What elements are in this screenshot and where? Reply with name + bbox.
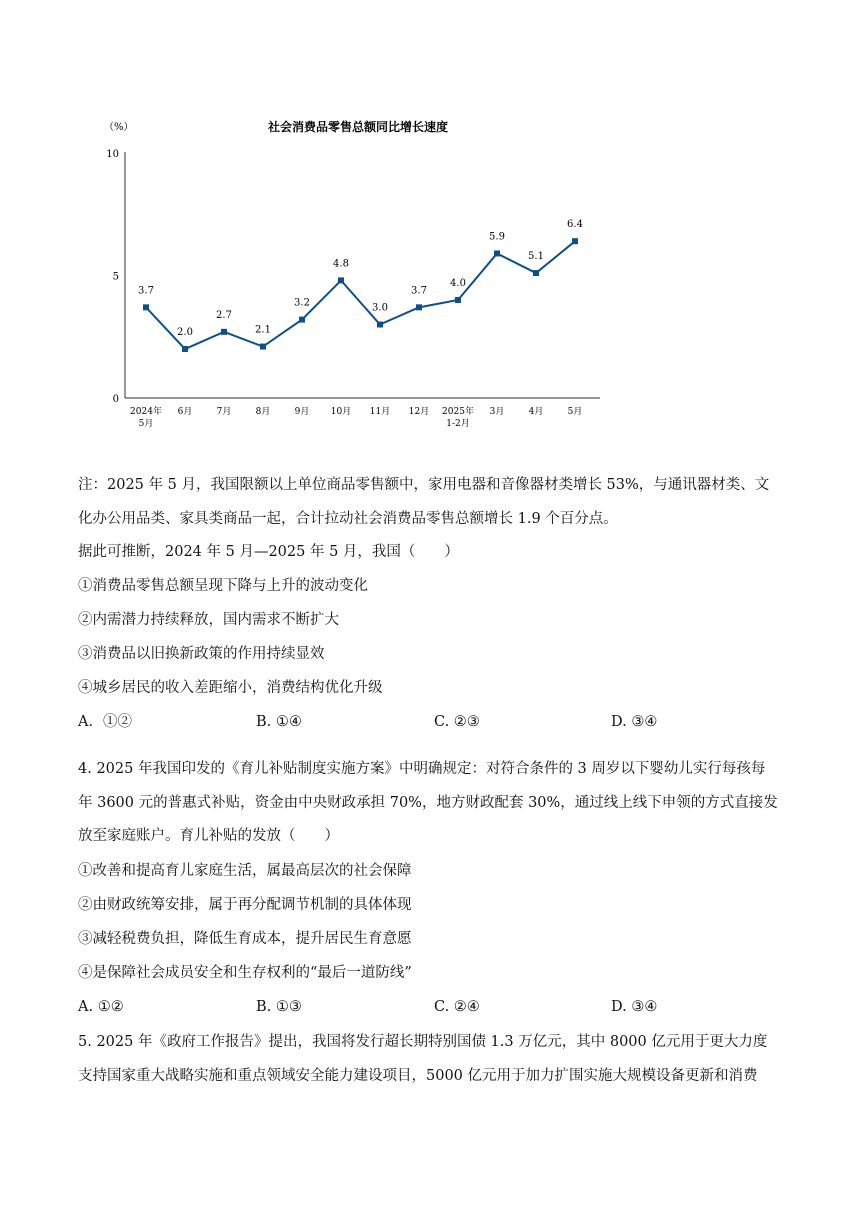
x-tick-label: 1-2月	[446, 419, 470, 429]
data-point	[260, 344, 266, 350]
chart-unit-label: （%）	[104, 122, 134, 133]
chart-title: 社会消费品零售总额同比增长速度	[267, 120, 449, 134]
x-tick-label: 6月	[177, 407, 193, 417]
data-point	[143, 304, 149, 310]
x-tick-label: 11月	[369, 407, 391, 417]
data-point	[572, 238, 578, 244]
data-point	[494, 250, 500, 256]
q4-statement-3: ③减轻税费负担，降低生育成本，提升居民生育意愿	[78, 931, 412, 947]
q3-option-c[interactable]: C. ②③	[434, 714, 480, 730]
data-point	[338, 277, 344, 283]
x-tick-label: 5月	[138, 419, 154, 429]
q4-stem-line-1: 4. 2025 年我国印发的《育儿补贴制度实施方案》中明确规定：对符合条件的 3 周岁以下婴幼儿实行每孩每	[78, 761, 766, 777]
x-tick-label: 2024年	[130, 407, 162, 417]
y-tick-label: 0	[112, 394, 119, 405]
data-point	[455, 297, 461, 303]
x-tick-label: 7月	[216, 407, 232, 417]
x-tick-label: 10月	[330, 407, 352, 417]
data-label: 6.4	[567, 219, 583, 231]
x-tick-label: 12月	[408, 407, 430, 417]
q3-note-line-1: 注：2025 年 5 月，我国限额以上单位商品零售额中，家用电器和音像器材类增长 53%，与通讯器材类、文	[78, 477, 770, 493]
q4-option-c[interactable]: C. ②④	[434, 999, 480, 1015]
data-label: 4.8	[333, 258, 349, 270]
data-label: 5.9	[489, 231, 505, 243]
q4-statement-1: ①改善和提高育儿家庭生活，属最高层次的社会保障	[78, 863, 412, 879]
q3-statement-2: ②内需潜力持续释放，国内需求不断扩大	[78, 612, 339, 628]
data-point	[299, 317, 305, 323]
data-point	[221, 329, 227, 335]
data-label: 2.7	[216, 309, 232, 321]
data-point	[416, 304, 422, 310]
q3-option-d[interactable]: D. ③④	[611, 714, 658, 730]
data-label: 2.0	[177, 327, 193, 338]
data-point	[533, 270, 539, 276]
growth-line-chart	[90, 110, 610, 440]
y-tick-label: 5	[112, 271, 119, 283]
q3-statement-3: ③消费品以旧换新政策的作用持续显效	[78, 646, 325, 662]
q3-option-b[interactable]: B. ①④	[256, 714, 302, 730]
q5-stem-line-2: 支持国家重大战略实施和重点领域安全能力建设项目，5000 亿元用于加力扩围实施大规模设备更新和消费	[78, 1068, 758, 1084]
q4-statement-4: ④是保障社会成员安全和生存权利的“最后一道防线”	[78, 965, 412, 981]
q4-option-d[interactable]: D. ③④	[611, 999, 658, 1015]
q3-statement-4: ④城乡居民的收入差距缩小，消费结构优化升级	[78, 680, 383, 696]
y-tick-label: 10	[106, 149, 119, 160]
q3-stem: 据此可推断，2024 年 5 月—2025 年 5 月，我国（ ）	[78, 544, 459, 560]
q3-statement-1: ①消费品零售总额呈现下降与上升的波动变化	[78, 578, 368, 594]
q3-option-a[interactable]: A．①②	[78, 714, 132, 730]
data-label: 2.1	[255, 324, 271, 336]
x-tick-label: 8月	[255, 407, 271, 417]
data-label: 4.0	[450, 278, 466, 289]
q4-stem-line-2: 年 3600 元的普惠式补贴，资金由中央财政承担 70%，地方财政配套 30%，通过线上线下申领的方式直接发	[78, 795, 778, 811]
q4-statement-2: ②由财政统筹安排，属于再分配调节机制的具体体现	[78, 897, 412, 913]
q4-option-a[interactable]: A. ①②	[78, 999, 124, 1015]
x-tick-label: 4月	[528, 407, 544, 417]
x-tick-label: 9月	[294, 407, 310, 417]
x-tick-label: 3月	[489, 407, 505, 417]
q3-note-line-2: 化办公用品类、家具类商品一起，合计拉动社会消费品零售总额增长 1.9 个百分点。	[78, 511, 618, 527]
data-label: 3.7	[138, 285, 154, 297]
q4-stem-line-3: 放至家庭账户。育儿补贴的发放（ ）	[78, 828, 339, 844]
q5-stem-line-1: 5. 2025 年《政府工作报告》提出，我国将发行超长期特别国债 1.3 万亿元，其中 8000 亿元用于更大力度	[78, 1034, 768, 1050]
q4-option-b[interactable]: B. ①③	[256, 999, 302, 1015]
data-point	[377, 322, 383, 328]
data-label: 5.1	[528, 251, 544, 263]
x-tick-label: 2025年	[442, 407, 474, 417]
x-tick-label: 5月	[567, 407, 583, 417]
data-label: 3.2	[294, 297, 310, 309]
series-line	[146, 241, 575, 349]
data-point	[182, 346, 188, 352]
data-label: 3.7	[411, 285, 427, 297]
data-label: 3.0	[372, 302, 388, 314]
